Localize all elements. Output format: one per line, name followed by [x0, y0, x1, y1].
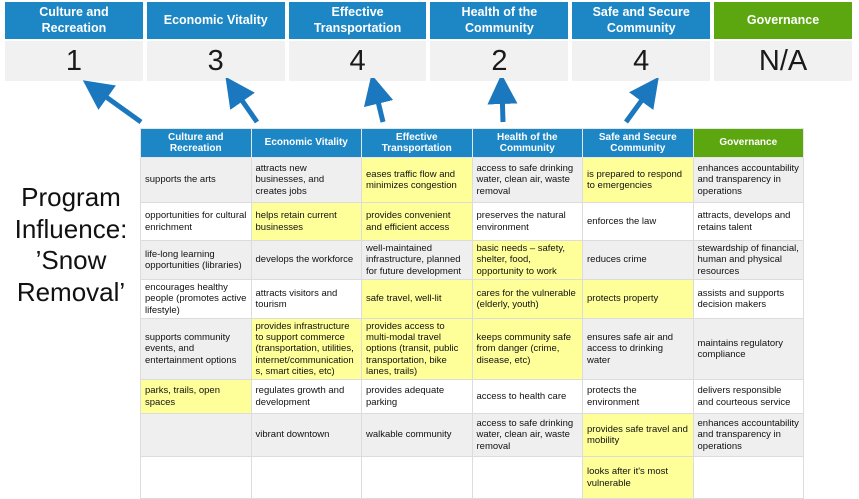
- category-score: 3: [147, 41, 285, 81]
- matrix-cell: preserves the natural environment: [472, 203, 583, 241]
- category-safe-secure-community: [572, 2, 710, 81]
- matrix-cell: vibrant downtown: [251, 414, 362, 457]
- matrix-cell: [472, 457, 583, 499]
- matrix-cell: attracts, develops and retains talent: [693, 203, 804, 241]
- table-row: [141, 457, 804, 499]
- matrix-cell-highlighted: safe travel, well-lit: [362, 280, 473, 319]
- matrix-column-header: Economic Vitality: [251, 129, 362, 158]
- category-score: 4: [289, 41, 427, 81]
- category-effective-transportation: [289, 2, 427, 81]
- matrix-cell: [362, 457, 473, 499]
- matrix-cell: walkable community: [362, 414, 473, 457]
- category-band: [5, 2, 852, 81]
- matrix-header-row: [141, 129, 804, 158]
- program-influence-label: [0, 182, 142, 309]
- program-label-line: Influence:: [14, 213, 128, 244]
- matrix-column-header: Effective Transportation: [362, 129, 473, 158]
- matrix-cell-highlighted: parks, trails, open spaces: [141, 380, 252, 414]
- category-label: Effective Transportation: [289, 2, 427, 39]
- matrix-cell: well-maintained infrastructure, planned for future development: [362, 241, 473, 280]
- matrix-cell-highlighted: looks after it's most vulnerable: [583, 457, 694, 499]
- matrix-cell-highlighted: eases traffic flow and minimizes congestion: [362, 158, 473, 203]
- category-score: 1: [5, 41, 143, 81]
- program-label-line: Program: [21, 182, 121, 212]
- matrix-column-header: Health of the Community: [472, 129, 583, 158]
- matrix-cell: protects the environment: [583, 380, 694, 414]
- program-label-line: Removal’: [16, 277, 126, 308]
- table-row: [141, 414, 804, 457]
- matrix-cell: enforces the law: [583, 203, 694, 241]
- matrix-cell: supports community events, and entertainment options: [141, 319, 252, 380]
- matrix-cell: regulates growth and development: [251, 380, 362, 414]
- category-health-community: [430, 2, 568, 81]
- matrix-cell-highlighted: provides safe travel and mobility: [583, 414, 694, 457]
- matrix-cell-highlighted: is prepared to respond to emergencies: [583, 158, 694, 203]
- matrix-cell: opportunities for cultural enrichment: [141, 203, 252, 241]
- matrix-cell-highlighted: protects property: [583, 280, 694, 319]
- category-economic-vitality: [147, 2, 285, 81]
- category-score: 2: [430, 41, 568, 81]
- category-label: Economic Vitality: [147, 2, 285, 39]
- matrix-cell: [141, 457, 252, 499]
- matrix-cell-highlighted: keeps community safe from danger (crime, disease, etc): [472, 319, 583, 380]
- matrix-cell: access to safe drinking water, clean air, waste removal: [472, 414, 583, 457]
- influence-arrow: [626, 89, 650, 122]
- matrix-cell: stewardship of financial, human and physical resources: [693, 241, 804, 280]
- matrix-cell-highlighted: provides infrastructure to support commerce (transportation, utilities, internet/communications, smart cities, etc): [251, 319, 362, 380]
- matrix-cell-highlighted: provides access to multi-modal travel options (transit, public transportation, bike lanes, trails): [362, 319, 473, 380]
- program-label-line: ’Snow: [35, 245, 107, 276]
- matrix-cell: supports the arts: [141, 158, 252, 203]
- matrix-cell: enhances accountability and transparency in operations: [693, 158, 804, 203]
- matrix-cell: attracts visitors and tourism: [251, 280, 362, 319]
- table-row: [141, 380, 804, 414]
- category-governance: [714, 2, 852, 81]
- category-score: N/A: [714, 41, 852, 81]
- matrix-cell: [693, 457, 804, 499]
- matrix-column-header: Governance: [693, 129, 804, 158]
- matrix-cell: encourages healthy people (promotes active lifestyle): [141, 280, 252, 319]
- category-label: Safe and Secure Community: [572, 2, 710, 39]
- table-row: [141, 158, 804, 203]
- table-row: [141, 203, 804, 241]
- matrix-cell: ensures safe air and access to drinking water: [583, 319, 694, 380]
- influence-arrow: [234, 89, 257, 122]
- table-row: [141, 241, 804, 280]
- influence-matrix: [140, 128, 804, 499]
- category-score: 4: [572, 41, 710, 81]
- influence-arrows: [0, 78, 859, 128]
- category-label: Health of the Community: [430, 2, 568, 39]
- influence-arrow: [95, 89, 141, 122]
- matrix-body: [141, 158, 804, 499]
- matrix-cell: life-long learning opportunities (libraries): [141, 241, 252, 280]
- matrix-cell: [251, 457, 362, 499]
- matrix-cell-highlighted: provides convenient and efficient access: [362, 203, 473, 241]
- matrix-cell: maintains regulatory compliance: [693, 319, 804, 380]
- matrix-cell: attracts new businesses, and creates jobs: [251, 158, 362, 203]
- matrix-cell-highlighted: cares for the vulnerable (elderly, youth): [472, 280, 583, 319]
- category-culture-recreation: [5, 2, 143, 81]
- influence-arrow: [502, 89, 503, 122]
- matrix-cell: [141, 414, 252, 457]
- matrix-column-header: Safe and Secure Community: [583, 129, 694, 158]
- matrix-cell: enhances accountability and transparency in operations: [693, 414, 804, 457]
- matrix-cell-highlighted: helps retain current businesses: [251, 203, 362, 241]
- category-label: Culture and Recreation: [5, 2, 143, 39]
- matrix-cell: develops the workforce: [251, 241, 362, 280]
- matrix-cell: provides adequate parking: [362, 380, 473, 414]
- matrix-column-header: Culture and Recreation: [141, 129, 252, 158]
- matrix-cell: access to health care: [472, 380, 583, 414]
- matrix-cell-highlighted: basic needs – safety, shelter, food, opportunity to work: [472, 241, 583, 280]
- table-row: [141, 280, 804, 319]
- influence-arrow: [375, 89, 383, 122]
- matrix-cell: assists and supports decision makers: [693, 280, 804, 319]
- table-row: [141, 319, 804, 380]
- matrix-cell: delivers responsible and courteous service: [693, 380, 804, 414]
- matrix-cell: access to safe drinking water, clean air, waste removal: [472, 158, 583, 203]
- matrix-cell: reduces crime: [583, 241, 694, 280]
- category-label: Governance: [714, 2, 852, 39]
